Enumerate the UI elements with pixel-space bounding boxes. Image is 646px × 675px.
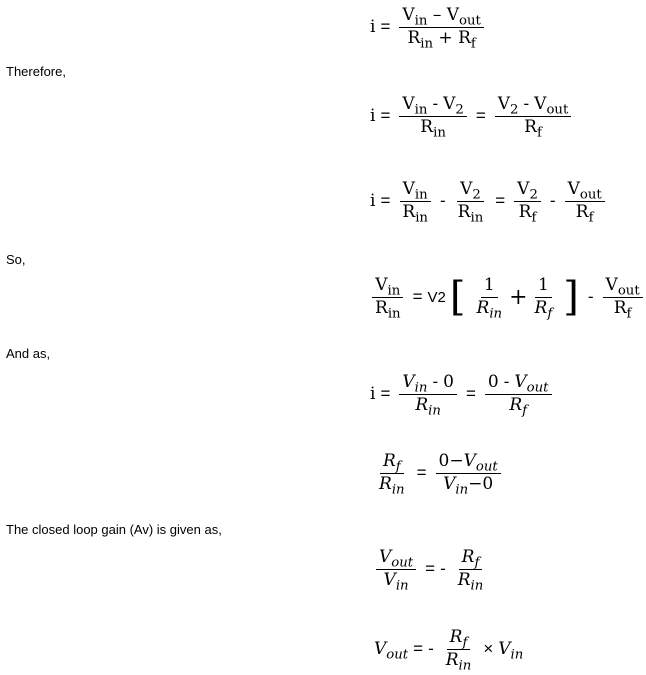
- equation-gain: $\frac{V_{out}}{V_{in}}$ = - $\frac{R_f}{R_{in}}$: [372, 548, 490, 590]
- numerator: $V_{in} - V_{out}$: [399, 6, 484, 28]
- bracket-open: [: [449, 274, 466, 321]
- plus-sign: +: [509, 284, 528, 310]
- text-so: So,: [6, 252, 26, 267]
- equation-current-2: i = $\frac{V_{in} - V_2}{R_{in}}$ = $\frac{V_2 - V_{out}}{R_f}$: [370, 94, 575, 137]
- v2-coefficient: V2: [427, 288, 446, 306]
- equation-output-voltage: $V_{out}$ = - $\frac{R_f}{R_{in}}$ × $V_{in}$: [374, 627, 524, 674]
- equals-sign: =: [380, 17, 391, 37]
- times-sign: ×: [483, 639, 494, 659]
- fraction: [399, 5, 484, 52]
- text-therefore: Therefore,: [6, 64, 66, 79]
- equation-node-voltage: $\frac{V_{in}}{R_{in}}$ = V2 [ $\frac{1}{R_{in}}$ + $\frac{1}{R_f}$ ] - $\frac{V_{out}}{R_f}$: [368, 276, 646, 318]
- text-closed-loop-gain: The closed loop gain (Av) is given as,: [6, 522, 222, 537]
- symbol-i: i: [370, 17, 376, 38]
- denominator: $R_{in} + R_f$: [407, 27, 476, 52]
- text-and-as: And as,: [6, 346, 51, 361]
- fraction: $\frac{V_2 - V_{out}}{R_f}$: [495, 94, 572, 137]
- equation-current-ideal: i = $\frac{V_{in} - 0}{R_{in}}$ = $\frac{0 - V_{out}}{R_f}$: [370, 372, 556, 415]
- equation-resistance-ratio: $\frac{R_f}{R_{in}}$ = $\frac{0-V_{out}}{V_{in}-0}$: [372, 452, 505, 494]
- bracket-close: ]: [563, 274, 579, 321]
- fraction: $\frac{V_{in} - V_2}{R_{in}}$: [399, 94, 466, 137]
- equation-current-3: i = $\frac{V_{in}}{R_{in}}$ - $\frac{V_2}{R_{in}}$ = $\frac{V_2}{R_f}$ - $\frac{V_{out}}{R_f}$: [370, 180, 609, 222]
- equation-current-1: [370, 5, 488, 52]
